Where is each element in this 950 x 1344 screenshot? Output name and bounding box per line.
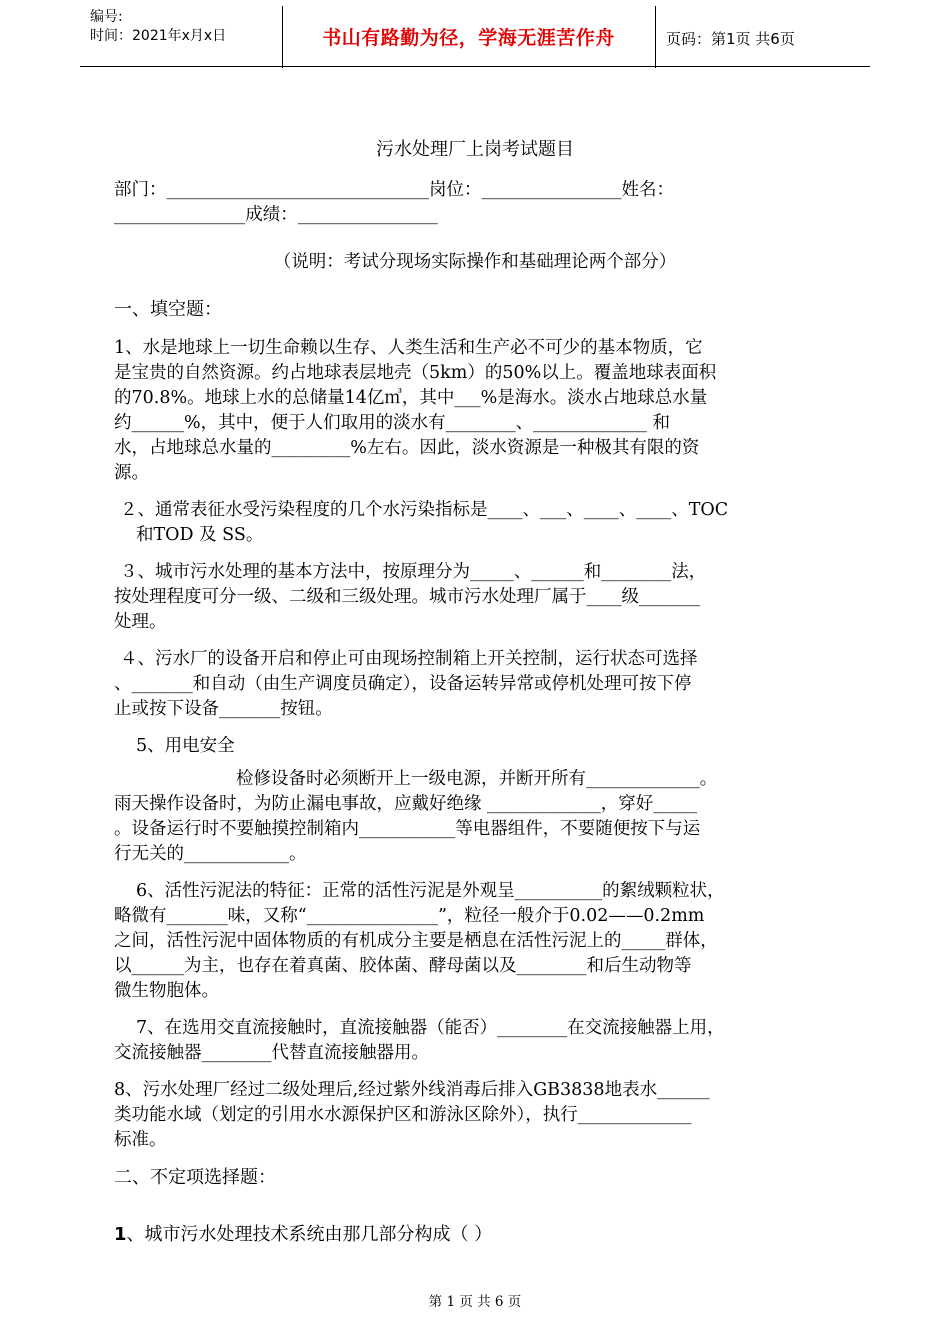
- text-line: 7、在选用交直流接触时，直流接触器（能否）________在交流接触器上用，: [136, 1018, 725, 1038]
- text-line: 6、活性污泥法的特征：正常的活性污泥是外观呈__________的絮绒颗粒状，: [136, 881, 725, 901]
- text-line: 交流接触器________代替直流接触器用。: [114, 1043, 429, 1063]
- text-line: 略微有_______味，又称“_______________”，粒径一般介于0.02——0.2mm: [114, 906, 705, 926]
- header-motto: 书山有路勤为径，学海无涯苦作舟: [322, 27, 615, 49]
- text-line: 处理。: [114, 612, 167, 632]
- text-line: 的70.8%。地球上水的总储量14亿㎥，其中___%是海水。淡水占地球总水量: [114, 388, 708, 408]
- question-4: [114, 647, 836, 722]
- document-title: 污水处理厂上岗考试题目: [376, 139, 574, 160]
- text-line: 检修设备时必须断开上一级电源，并断开所有_____________。: [236, 769, 718, 789]
- page-footer: 第 1 页 共 6 页: [428, 1294, 522, 1310]
- question-number: 1: [114, 1224, 127, 1245]
- text-line: 止或按下设备_______按钮。: [114, 699, 333, 719]
- text-line: 以______为主，也存在着真菌、胶体菌、酵母菌以及________和后生动物等: [114, 956, 692, 976]
- question-8: [114, 1078, 836, 1153]
- code-label: 编号:: [90, 9, 123, 25]
- time-label: 时间：2021年x月x日: [90, 28, 227, 44]
- text-line: 微生物胞体。: [114, 981, 219, 1001]
- document-body: [114, 130, 836, 1247]
- text-line: 5、用电安全: [136, 736, 235, 756]
- text-line: 之间，活性污泥中固体物质的有机成分主要是栖息在活性污泥上的_____群体，: [114, 931, 718, 951]
- header-page-info: 页码：第1页 共6页: [666, 30, 795, 48]
- exam-note: （说明：考试分现场实际操作和基础理论两个部分）: [273, 252, 677, 272]
- text-line: 1、水是地球上一切生命赖以生存、人类生活和生产必不可少的基本物质，它: [114, 338, 703, 358]
- text-line: ３、城市污水处理的基本方法中，按原理分为_____、______和________法，: [120, 562, 707, 582]
- header-divider: [655, 6, 656, 68]
- text-line: 标准。: [114, 1130, 167, 1150]
- text-line: 水，占地球总水量的_________%左右。因此，淡水资源是一种极其有限的资: [114, 438, 700, 458]
- question-5: [114, 767, 836, 867]
- text-line: 按处理程度可分一级、二级和三级处理。城市污水处理厂属于____级_______: [114, 587, 701, 607]
- question-3: [114, 560, 836, 635]
- text-line: 。设备运行时不要触摸控制箱内___________等电器组件，不要随便按下与运: [114, 819, 701, 839]
- question-2: [114, 498, 836, 548]
- text-line: 、_______和自动（由生产调度员确定），设备运转异常或停机处理可按下停: [114, 674, 692, 694]
- header-left: [90, 8, 226, 46]
- question-text: 、城市污水处理技术系统由那几部分构成（ ）: [126, 1224, 493, 1245]
- text-line: 源。: [114, 463, 149, 483]
- question-7: [114, 1016, 836, 1066]
- question-6: [114, 879, 836, 1004]
- text-line: 和TOD 及 SS。: [136, 525, 264, 545]
- text-line: 雨天操作设备时，为防止漏电事故，应戴好绝缘 _____________，穿好_____: [114, 794, 698, 814]
- section-heading: 一、填空题：: [114, 299, 222, 320]
- text-line: 约______%，其中，便于人们取用的淡水有________、_____________ 和: [114, 413, 670, 433]
- text-line: 类功能水域（划定的引用水水源保护区和游泳区除外），执行_____________: [114, 1105, 692, 1125]
- question-5-title: [114, 734, 836, 759]
- info-block: [114, 178, 836, 228]
- question-1: [114, 336, 836, 486]
- text-line: 行无关的____________。: [114, 844, 307, 864]
- text-line: 是宝贵的自然资源。约占地球表层地壳（5km）的50%以上。覆盖地球表面积: [114, 363, 717, 383]
- info-line: 部门：______________________________岗位：________________姓名：: [114, 180, 674, 200]
- info-line: _______________成绩：________________: [114, 205, 438, 225]
- text-line: ２、通常表征水受污染程度的几个水污染指标是____、___、____、____、TOC: [120, 500, 729, 520]
- section-heading: 二、不定项选择题：: [114, 1167, 276, 1188]
- page-header: [80, 6, 870, 67]
- choice-question-1: [114, 1222, 836, 1247]
- text-line: ４、污水厂的设备开启和停止可由现场控制箱上开关控制，运行状态可选择: [120, 649, 698, 669]
- text-line: 8、污水处理厂经过二级处理后,经过紫外线消毒后排入GB3838地表水______: [114, 1080, 710, 1100]
